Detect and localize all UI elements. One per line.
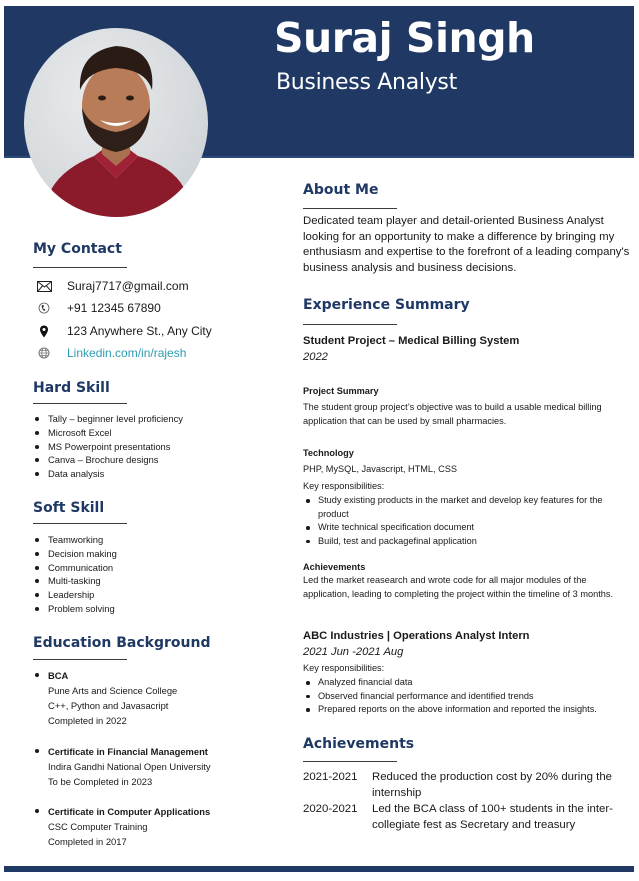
responsibilities-list <box>303 676 635 717</box>
education-item-financial-management <box>34 744 211 789</box>
hard-skill-divider <box>33 403 127 404</box>
education-line: C++, Python and Javasacript <box>48 700 169 711</box>
list-item: Build, test and packagefinal application <box>303 535 635 549</box>
education-line: Pune Arts and Science College <box>48 685 178 696</box>
achievement-text: Reduced the production cost by 20% during the internship <box>372 771 612 799</box>
bullet-icon <box>35 749 39 753</box>
list-item: Decision making <box>34 547 117 561</box>
list-item: Tally – beginner level proficiency <box>34 412 183 426</box>
about-text: Dedicated team player and detail-oriented Business Analyst looking for an opportunity to make a difference by bringing my enthusiasm and expertise to the forefront of a leading company's business analysis and business decisions. <box>303 215 630 274</box>
address-text: 123 Anywhere St., Any City <box>67 324 212 338</box>
globe-icon <box>36 346 52 360</box>
footer-bar <box>4 866 634 872</box>
list-item: Microsoft Excel <box>34 426 183 440</box>
bullet-icon <box>35 673 39 677</box>
responsibilities-label: Key responsibilities: <box>303 481 385 491</box>
project-achievements-heading: Achievements <box>303 562 366 572</box>
responsibilities-list <box>303 494 635 548</box>
achievement-text: Led the BCA class of 100+ students in the inter-collegiate fest as Secretary and treasury <box>372 803 613 831</box>
experience-divider <box>303 324 397 325</box>
contact-phone[interactable] <box>36 299 161 317</box>
job-title: ABC Industries | Operations Analyst Intern <box>303 630 530 642</box>
list-item: Prepared reports on the above information and reported the insights. <box>303 703 635 717</box>
education-title: Certificate in Financial Management <box>48 746 208 757</box>
profile-photo <box>24 28 208 217</box>
education-line: Completed in 2022 <box>48 715 127 726</box>
contact-linkedin[interactable] <box>36 344 187 362</box>
education-heading: Education Background <box>33 635 211 651</box>
achievements-divider <box>303 761 397 762</box>
list-item: Data analysis <box>34 467 183 481</box>
list-item: Problem solving <box>34 602 117 616</box>
education-line: To be Completed in 2023 <box>48 776 153 787</box>
project-achievements-text: Led the market reasearch and wrote code for all major modules of the application, leading to completing the project within the timeline of 3 months. <box>303 575 614 599</box>
achievement-years: 2020-2021 <box>303 803 358 815</box>
responsibilities-label: Key responsibilities: <box>303 663 385 673</box>
linkedin-link[interactable]: Linkedin.com/in/rajesh <box>67 346 187 360</box>
location-pin-icon <box>36 324 52 338</box>
candidate-name: Suraj Singh <box>274 14 535 62</box>
list-item: MS Powerpoint presentations <box>34 440 183 454</box>
education-item-computer-applications <box>34 804 210 849</box>
envelope-icon <box>36 279 52 293</box>
person-portrait-icon <box>24 28 208 217</box>
education-line: Indira Gandhi National Open University <box>48 761 211 772</box>
experience-heading: Experience Summary <box>303 297 470 313</box>
education-divider <box>33 659 127 660</box>
education-line: Completed in 2017 <box>48 836 127 847</box>
contact-heading: My Contact <box>33 241 122 257</box>
about-divider <box>303 208 397 209</box>
list-item: Canva – Brochure designs <box>34 453 183 467</box>
hard-skill-heading: Hard Skill <box>33 380 110 396</box>
achievement-years: 2021-2021 <box>303 771 358 783</box>
list-item: Leadership <box>34 588 117 602</box>
phone-text: +91 12345 67890 <box>67 301 161 315</box>
education-item-bca <box>34 668 177 728</box>
contact-address <box>36 322 212 340</box>
list-item: Write technical specification document <box>303 521 635 535</box>
bullet-icon <box>35 809 39 813</box>
education-line: CSC Computer Training <box>48 821 148 832</box>
achievement-row <box>303 769 635 801</box>
job-date: 2021 Jun -2021 Aug <box>303 646 404 658</box>
soft-skill-divider <box>33 523 127 524</box>
list-item: Analyzed financial data <box>303 676 635 690</box>
list-item: Teamworking <box>34 533 117 547</box>
technology-heading: Technology <box>303 448 354 458</box>
list-item: Observed financial performance and identified trends <box>303 690 635 704</box>
soft-skill-list <box>34 533 117 616</box>
achievement-row <box>303 801 635 833</box>
education-title: Certificate in Computer Applications <box>48 806 211 817</box>
list-item: Study existing products in the market and develop key features for the product <box>303 494 635 521</box>
soft-skill-heading: Soft Skill <box>33 500 105 516</box>
list-item: Communication <box>34 561 117 575</box>
candidate-title: Business Analyst <box>276 70 457 95</box>
job-date: 2022 <box>303 351 328 363</box>
project-summary-heading: Project Summary <box>303 386 379 396</box>
contact-email[interactable] <box>36 277 189 295</box>
job-title: Student Project – Medical Billing System <box>303 335 520 347</box>
hard-skill-list <box>34 412 183 481</box>
education-title: BCA <box>48 670 69 681</box>
project-summary-text: The student group project’s objective was to build a usable medical billing application that can be used by small pharmacies. <box>303 402 602 426</box>
contact-divider <box>33 267 127 268</box>
phone-icon <box>36 301 52 315</box>
email-text: Suraj7717@gmail.com <box>67 279 189 293</box>
technology-text: PHP, MySQL, Javascript, HTML, CSS <box>303 464 458 474</box>
list-item: Multi-tasking <box>34 574 117 588</box>
achievements-heading: Achievements <box>303 736 415 752</box>
about-heading: About Me <box>303 182 379 198</box>
